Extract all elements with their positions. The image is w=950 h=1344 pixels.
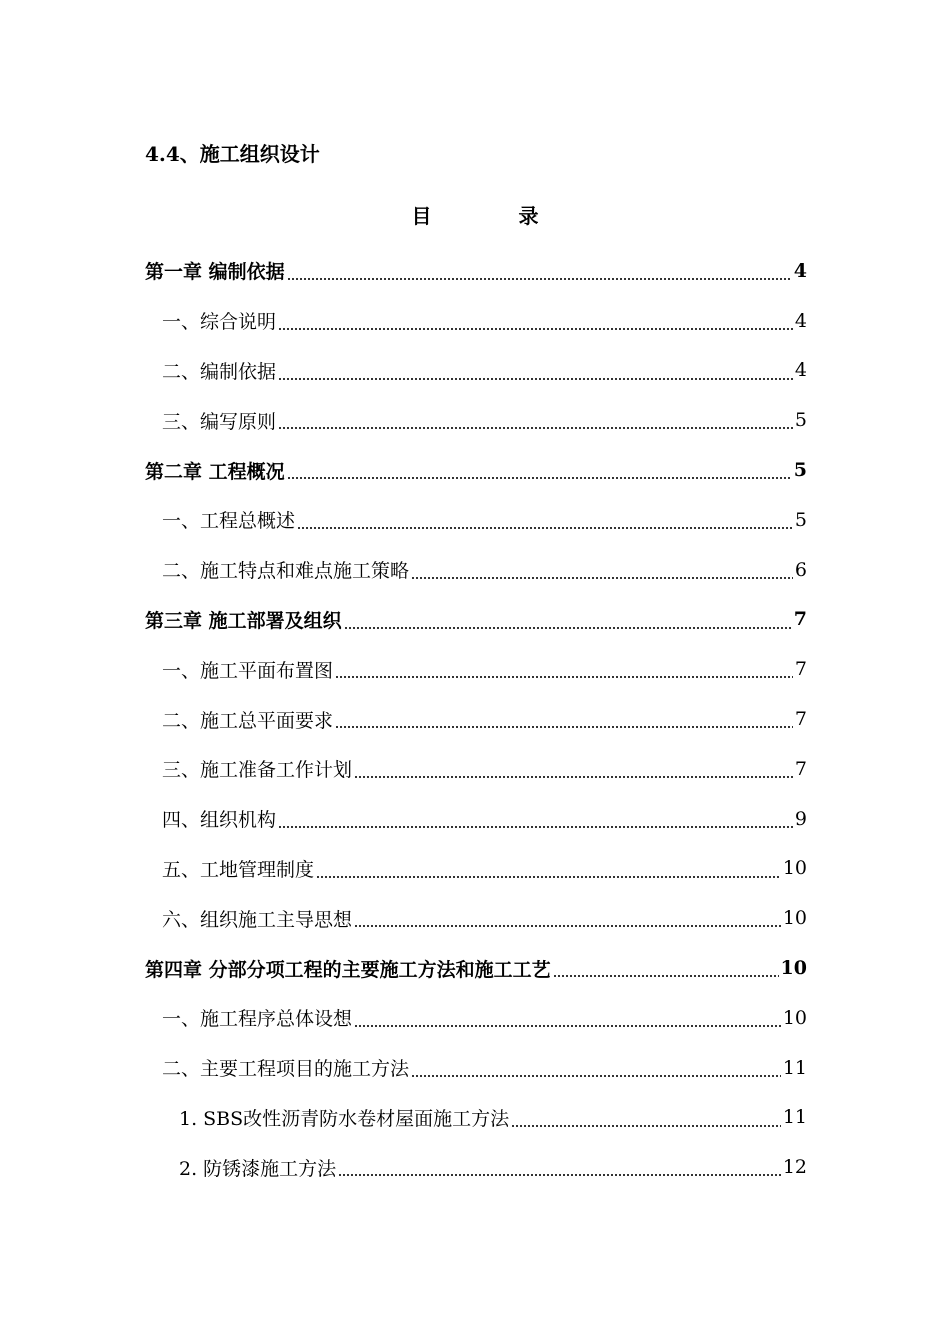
toc-entry-label: 1. SBS改性沥青防水卷材屋面施工方法: [179, 1107, 510, 1130]
toc-entry-label: 二、施工特点和难点施工策略: [162, 560, 410, 583]
toc-page-number: 11: [782, 1056, 807, 1079]
toc-dot-leader: [278, 361, 793, 380]
toc-entry-label: 一、工程总概述: [162, 510, 296, 533]
toc-dot-leader: [316, 859, 781, 878]
toc-dot-leader: [287, 461, 792, 480]
toc-entry-label: 第二章 工程概况: [145, 460, 285, 483]
toc-entry-label: 六、组织施工主导思想: [162, 908, 353, 931]
toc-entry-label: 二、施工总平面要求: [162, 709, 334, 732]
toc-dot-leader: [511, 1108, 781, 1127]
toc-entry[interactable]: [145, 993, 807, 1043]
toc-entry[interactable]: [145, 694, 807, 744]
toc-entry[interactable]: [145, 545, 807, 595]
toc-entry[interactable]: [145, 296, 807, 346]
toc-page-number: 9: [794, 807, 807, 830]
section-heading: 4.4、施工组织设计: [145, 142, 320, 166]
toc-chapter-entry[interactable]: [145, 943, 807, 993]
toc-entry[interactable]: [145, 744, 807, 794]
toc-chapter-entry[interactable]: [145, 445, 807, 495]
toc-page-number: 10: [782, 1006, 807, 1029]
toc-entry-label: 三、编写原则: [162, 410, 277, 433]
toc-page-number: 10: [780, 957, 807, 980]
toc-entry-label: 二、编制依据: [162, 360, 277, 383]
toc-page-number: 4: [794, 309, 807, 332]
toc-entry-label: 二、主要工程项目的施工方法: [162, 1058, 410, 1081]
toc-page-number: 4: [794, 359, 807, 382]
toc-entry-label: 第一章 编制依据: [145, 261, 285, 284]
toc-dot-leader: [297, 510, 793, 529]
toc-entry[interactable]: [145, 1043, 807, 1093]
toc-page-number: 12: [782, 1156, 807, 1179]
toc-page-number: 5: [794, 409, 807, 432]
toc-page-number: 5: [793, 459, 807, 482]
toc-entry[interactable]: [145, 346, 807, 396]
toc-entry[interactable]: [145, 395, 807, 445]
toc-page-number: 7: [794, 708, 807, 731]
toc-entry-label: 四、组织机构: [162, 809, 277, 832]
toc-chapter-entry[interactable]: [145, 246, 807, 296]
toc-page-number: 11: [782, 1106, 807, 1129]
toc-entry-label: 五、工地管理制度: [162, 858, 315, 881]
toc-entry[interactable]: [145, 844, 807, 894]
toc-entry[interactable]: [145, 495, 807, 545]
toc-page-number: 10: [782, 907, 807, 930]
toc-dot-leader: [278, 411, 793, 430]
toc-entry-label: 一、施工程序总体设想: [162, 1008, 353, 1031]
toc-chapter-entry[interactable]: [145, 595, 807, 645]
toc-entry[interactable]: [145, 893, 807, 943]
toc-dot-leader: [278, 311, 793, 330]
toc-entry-label: 第三章 施工部署及组织: [145, 609, 342, 632]
toc-entry-label: 2. 防锈漆施工方法: [179, 1157, 337, 1180]
toc-page-number: 4: [793, 259, 807, 282]
table-of-contents: [145, 246, 807, 1192]
toc-entry-label: 第四章 分部分项工程的主要施工方法和施工工艺: [145, 958, 551, 981]
toc-entry[interactable]: [145, 644, 807, 694]
toc-page-number: 7: [793, 608, 807, 631]
toc-dot-leader: [354, 909, 781, 928]
toc-entry[interactable]: [145, 1142, 807, 1192]
toc-dot-leader: [287, 261, 792, 280]
toc-dot-leader: [354, 1008, 781, 1027]
toc-entry[interactable]: [145, 1093, 807, 1143]
toc-entry-label: 一、综合说明: [162, 311, 277, 334]
toc-dot-leader: [335, 660, 793, 679]
toc-dot-leader: [344, 610, 792, 629]
toc-entry[interactable]: [145, 794, 807, 844]
toc-dot-leader: [354, 759, 793, 778]
toc-page-number: 6: [794, 558, 807, 581]
toc-dot-leader: [553, 959, 779, 978]
toc-dot-leader: [411, 560, 793, 579]
toc-entry-label: 一、施工平面布置图: [162, 659, 334, 682]
toc-dot-leader: [278, 809, 793, 828]
toc-page-number: 7: [794, 757, 807, 780]
toc-title: 目 录: [411, 204, 579, 228]
toc-page-number: 10: [782, 857, 807, 880]
toc-page-number: 5: [794, 508, 807, 531]
toc-dot-leader: [411, 1058, 781, 1077]
toc-entry-label: 三、施工准备工作计划: [162, 759, 353, 782]
toc-dot-leader: [338, 1158, 781, 1177]
toc-dot-leader: [335, 710, 793, 729]
toc-page-number: 7: [794, 658, 807, 681]
